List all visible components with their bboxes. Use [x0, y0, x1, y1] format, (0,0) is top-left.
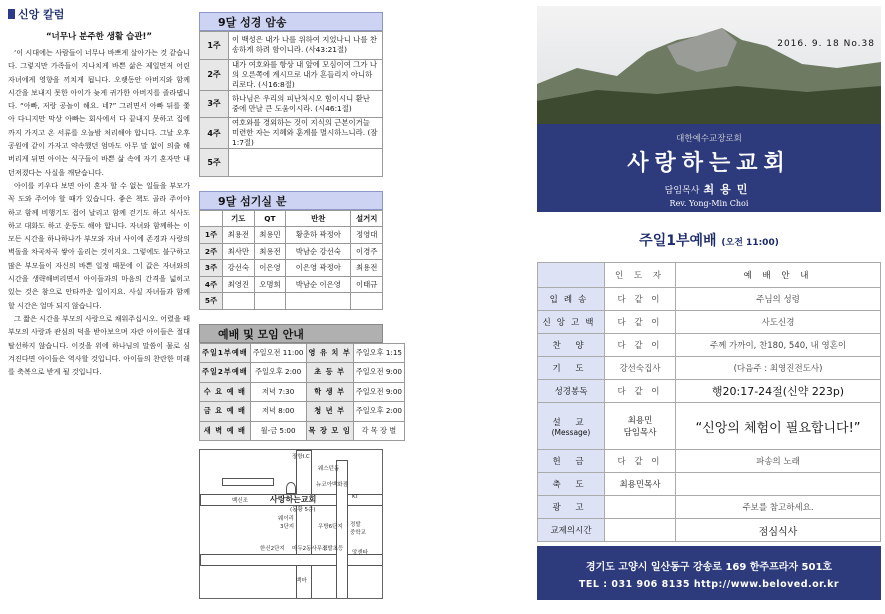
order-detail	[676, 473, 881, 496]
table-cell: 초 등 부	[306, 363, 353, 383]
service-title	[537, 230, 881, 250]
church-contact: TEL : 031 906 8135 http://www.beloved.or.kr	[578, 579, 840, 590]
table-cell	[254, 293, 286, 310]
serve-title: 9달 섬기실 분	[199, 191, 383, 210]
article-paragraph: ‘이 시대에는 사람들이 너무나 바쁘게 살아가는 것 같습니다. 그렇지만 가족들이 지나치게 바쁜 삶은 제일먼저 어린 자녀에게 영향을 끼치게 됩니다. 오랫동안 아버지와 함께 시간을 보내지 못한 아이가 늦게 귀가한 아버지를 졸라댑니다. “아빠, 저랑 공놀이 해요. 네?” 그러면서 아빠 뒤를 쫓아 다니지만 막상 아빠는 회사에서 다 끝내지 못하고 집에까지 가지고 온 서류를 오늘밤 처리해야 합니다. 그날 오후 공원에 같이 가자고 약속했던 엄마도 아무 말 없이 의출 해 버리게 뒤면 아이는 식구들이 바쁜 삶 속에 자기 혼자만 내던져졌다는 사실을 깨닫습니다.	[8, 48, 190, 177]
header-cell: 기도	[223, 210, 255, 227]
pastor-english: Rev. Yong-Min Choi	[669, 199, 749, 208]
week-cell: 1주	[200, 227, 223, 244]
week-cell: 5주	[200, 293, 223, 310]
order-detail: 점심식사	[676, 519, 881, 542]
table-row	[200, 118, 383, 149]
verse-cell: 여호와를 경외하는 것이 지식의 근본이거늘 미련한 자는 지혜와 훈계를 멸시하느니라. (잠1:7절)	[229, 118, 383, 149]
denomination: 대한예수교장로회	[676, 134, 742, 144]
pastor-line	[537, 181, 881, 197]
order-leader: 강선숙집사	[605, 357, 676, 380]
church-name: 사랑하는교회	[627, 151, 791, 176]
order-detail: 파송의 노래	[676, 450, 881, 473]
table-row	[200, 149, 383, 177]
table-cell: 수 요 예 배	[200, 382, 251, 402]
table-cell: 박남순 이은영	[286, 276, 351, 293]
table-cell: 주일1부예배	[200, 343, 251, 363]
memory-title: 9달 성경 암송	[199, 12, 383, 31]
map-label: 장항I.C	[292, 454, 310, 460]
table-cell: 최영진	[223, 276, 255, 293]
table-cell: 정영대	[351, 227, 383, 244]
order-leader: 다 같 이	[605, 288, 676, 311]
table-cell: 오명희	[254, 276, 286, 293]
week-cell: 1주	[200, 32, 229, 60]
order-label: 입례송	[538, 288, 605, 311]
column-title-text: 신앙 칼럼	[18, 8, 65, 21]
table-row	[200, 402, 405, 422]
header-cell: QT	[254, 210, 286, 227]
table-row	[200, 32, 383, 60]
table-row	[200, 343, 405, 363]
map-label: (동황 5층)	[290, 507, 316, 513]
order-leader: 다 같 이	[605, 450, 676, 473]
map-label: 정발 중학교	[350, 522, 366, 536]
order-of-service-table	[537, 262, 881, 542]
verse-cell	[229, 149, 383, 177]
sermon-title: “신앙의 체험이 필요합니다!”	[676, 403, 881, 450]
map-label: KT	[352, 494, 359, 500]
memory-table	[199, 31, 383, 177]
map-label: 백신조	[232, 498, 248, 504]
info-column	[199, 12, 402, 599]
order-leader: 다 같 이	[605, 380, 676, 403]
order-leader: 다 같 이	[605, 311, 676, 334]
table-cell: 황춘하 곽정아	[286, 227, 351, 244]
header-cell	[200, 210, 223, 227]
worship-table	[199, 343, 405, 442]
order-detail: 행20:17-24절(신약 223p)	[676, 380, 881, 403]
sermon-label: 설 교	[552, 417, 590, 428]
mountain-image	[537, 6, 881, 126]
sermon-label-en: (Message)	[551, 427, 591, 437]
header-cell: 인 도 자	[605, 263, 676, 288]
header-cell	[538, 263, 605, 288]
table-row	[538, 357, 881, 380]
table-row	[200, 59, 383, 90]
table-cell	[351, 293, 383, 310]
header-cell: 예 배 안 내	[676, 263, 881, 288]
map-label: 웨스턴돔	[318, 466, 340, 472]
article-paragraph: 아이를 키우다 보면 아이 혼자 할 수 없는 일들을 부모가 꼭 도와 주어야 할 때가 있습니다. 좋은 책도 골라 주어야 하고 함께 비행기도 접어 날리고 함께 걷기도 하고 식사도 하고 대화도 하고 운동도 해야 합니다. 자녀와 함께하는 이 모든 시간을 하나하나가 부모와 자녀 사이에 존경과 사랑의 벽돌을 차곡차곡 쌓아 올리는 것이지요. 그렇에도 불구하고 많은 부모들이 자신의 바쁜 일정 때문에 이 값은 자녀와의 시간을 생략해버리면서 아이들과의 마음의 간격을 넓히고 있는 것은 참으로 안타까운 일이지요. 사실 자녀들과 함께 할 시간은 얼마 되지 않습니다.	[8, 180, 190, 310]
table-row	[538, 380, 881, 403]
order-leader	[605, 496, 676, 519]
table-cell: 주일오전 9:00	[353, 363, 404, 383]
week-cell: 2주	[200, 243, 223, 260]
table-cell: 목 장 모 임	[306, 421, 353, 441]
table-row	[200, 382, 405, 402]
order-leader: 다 같 이	[605, 334, 676, 357]
church-footer	[537, 546, 881, 600]
church-address: 경기도 고양시 일산동구 강송로 169 한주프라자 501호	[585, 562, 833, 573]
map-label: 뉴코아백화점	[316, 482, 348, 488]
pastor-name: 최용민	[703, 183, 754, 196]
article-body	[8, 46, 190, 378]
table-row	[200, 90, 383, 118]
church-logo-icon	[286, 482, 296, 494]
order-label: 교제의시간	[538, 519, 605, 542]
table-cell: 새 벽 예 배	[200, 421, 251, 441]
order-label: 신앙고백	[538, 311, 605, 334]
table-row	[200, 363, 405, 383]
bullet-square-icon	[8, 9, 15, 19]
table-cell: 최용전	[223, 227, 255, 244]
week-cell: 3주	[200, 90, 229, 118]
table-row	[200, 293, 383, 310]
week-cell: 5주	[200, 149, 229, 177]
order-label: 축 도	[538, 473, 605, 496]
article-title: “너무나 분주한 생활 습관!”	[45, 32, 153, 42]
table-cell: 영 유 치 부	[306, 343, 353, 363]
table-cell: 저녁 7:30	[250, 382, 306, 402]
table-row	[538, 496, 881, 519]
location-map	[199, 449, 383, 599]
cover-column	[537, 6, 881, 600]
verse-cell: 하나님은 우리의 피난처시오 힘이시니 환난 중에 만날 큰 도움이시라. (시46:1절)	[229, 90, 383, 118]
map-label: 앙센타	[352, 550, 368, 556]
article-paragraph: 그 짧은 시간을 부모의 사랑으로 채워주십시오. 어렸을 때 부모의 사랑과 관심의 덕을 받아보으며 자란 아이들은 절대 탈선하지 않습니다. 이것을 위에 하나님의 말씀이 물로 심겨진다면 아이들은 역사할 것입니다. 아이들의 찬란한 미래를 축복으로 받게 될 것입니다.	[8, 313, 190, 377]
table-row	[200, 276, 383, 293]
week-cell: 4주	[200, 276, 223, 293]
order-label	[538, 403, 605, 450]
service-time: (오전 11:00)	[721, 238, 779, 248]
table-row	[200, 243, 383, 260]
table-row	[200, 227, 383, 244]
table-cell: 최용민	[254, 227, 286, 244]
table-cell: 각 목 장 별	[353, 421, 404, 441]
order-leader	[605, 519, 676, 542]
map-label: 웨이리	[278, 516, 294, 522]
serve-table	[199, 210, 383, 310]
issue-date: 2016. 9. 18 No.38	[777, 39, 875, 49]
table-row	[538, 473, 881, 496]
table-cell: 박남순 강선숙	[286, 243, 351, 260]
service-title-text: 주일1부예배	[639, 233, 717, 249]
table-cell: 이은영	[254, 260, 286, 277]
order-leader: 최용민목사	[605, 473, 676, 496]
verse-cell: 내가 여호와를 항상 내 앞에 모심이여 그가 나의 오른쪽에 계시므로 내가 흔들리지 아니하리로다. (시16:8절)	[229, 59, 383, 90]
table-cell: 이은영 곽정아	[286, 260, 351, 277]
table-cell	[286, 293, 351, 310]
table-cell: 최용전	[254, 243, 286, 260]
map-label: 3단지	[280, 524, 295, 530]
table-row	[538, 519, 881, 542]
table-cell: 주일오전 11:00	[250, 343, 306, 363]
preacher-name: 최용민	[627, 416, 653, 426]
table-row	[538, 334, 881, 357]
header-cell: 반찬	[286, 210, 351, 227]
table-cell: 최사만	[223, 243, 255, 260]
table-cell: 월-금 5:00	[250, 421, 306, 441]
table-cell: 청 년 부	[306, 402, 353, 422]
table-cell	[223, 293, 255, 310]
table-cell: 이경주	[351, 243, 383, 260]
table-cell: 금 요 예 배	[200, 402, 251, 422]
map-label: 백마	[296, 578, 307, 584]
order-detail: (다음주 : 최영진전도사)	[676, 357, 881, 380]
map-label: 정발초등	[322, 546, 344, 552]
table-header-row	[200, 210, 383, 227]
column-section	[8, 6, 190, 378]
preacher-title: 담임목사	[623, 428, 657, 438]
table-row	[200, 421, 405, 441]
table-cell: 최용전	[351, 260, 383, 277]
table-cell: 주일2부예배	[200, 363, 251, 383]
order-leader	[605, 403, 676, 450]
table-cell: 주일오후 2:00	[353, 402, 404, 422]
week-cell: 4주	[200, 118, 229, 149]
worship-title: 예배 및 모임 안내	[199, 324, 383, 343]
table-header-row	[538, 263, 881, 288]
table-cell: 저녁 8:00	[250, 402, 306, 422]
table-cell: 학 생 부	[306, 382, 353, 402]
week-cell: 2주	[200, 59, 229, 90]
order-detail: 주님의 성령	[676, 288, 881, 311]
map-label: 우방6단지	[318, 524, 343, 530]
header-cell: 설거지	[351, 210, 383, 227]
table-cell: 이태규	[351, 276, 383, 293]
verse-cell: 이 백성은 내가 나를 위하여 지었나니 나를 찬송하게 하려 함이니라. (사43:21절)	[229, 32, 383, 60]
pastor-label: 담임목사	[664, 186, 700, 196]
table-row	[538, 311, 881, 334]
column-title	[8, 6, 190, 22]
table-cell: 강선숙	[223, 260, 255, 277]
map-church-label: 사랑하는교회	[270, 495, 317, 504]
table-cell: 주일오후 2:00	[250, 363, 306, 383]
order-label: 기 도	[538, 357, 605, 380]
table-row	[538, 288, 881, 311]
table-cell: 주일오전 9:00	[353, 382, 404, 402]
map-label: 마두2동사무소	[292, 546, 328, 552]
order-detail: 주보를 참고하세요.	[676, 496, 881, 519]
map-label: 한신2단지	[260, 546, 285, 552]
table-row	[538, 403, 881, 450]
order-label: 헌 금	[538, 450, 605, 473]
week-cell: 3주	[200, 260, 223, 277]
order-detail: 사도신경	[676, 311, 881, 334]
order-label: 광 고	[538, 496, 605, 519]
cover-photo	[537, 6, 881, 212]
order-label: 성경봉독	[538, 380, 605, 403]
map-road	[222, 478, 274, 486]
order-detail: 주께 가까이, 찬180, 540, 내 영혼이	[676, 334, 881, 357]
table-cell: 주일오후 1:15	[353, 343, 404, 363]
church-banner	[537, 124, 881, 212]
table-row	[538, 450, 881, 473]
table-row	[200, 260, 383, 277]
order-label: 찬 양	[538, 334, 605, 357]
